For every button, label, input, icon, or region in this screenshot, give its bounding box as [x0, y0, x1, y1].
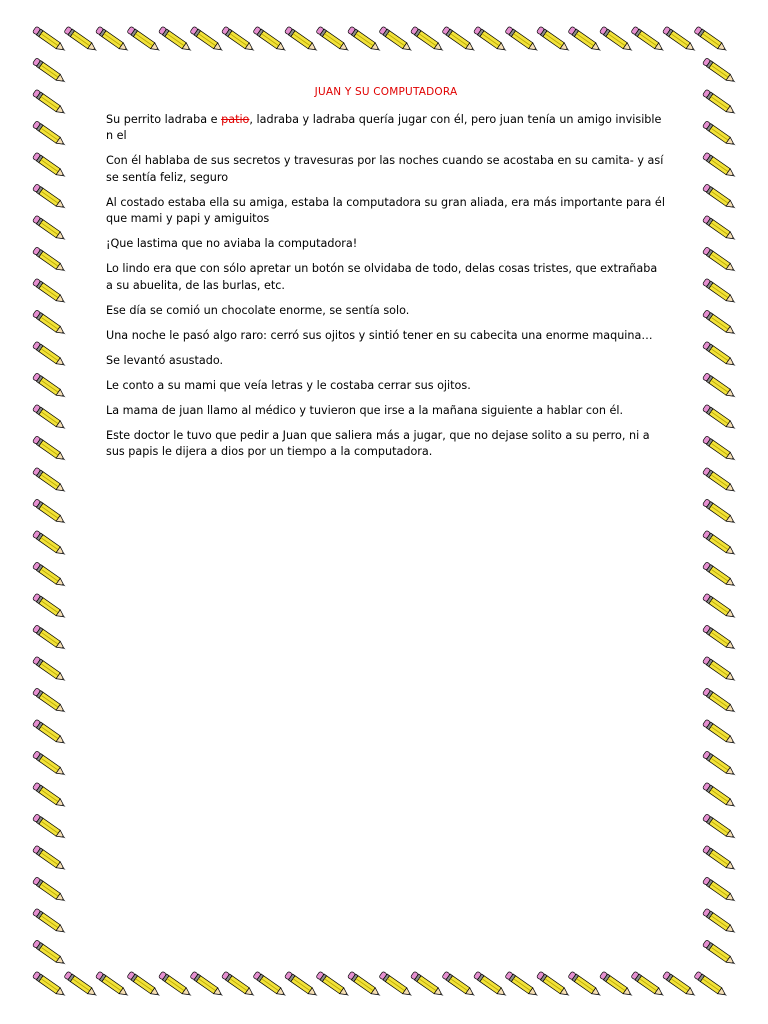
pencil-icon [64, 26, 99, 54]
pencil-icon [127, 971, 162, 999]
pencil-icon [702, 215, 737, 243]
paragraph-7: Una noche le pasó algo raro: cerró sus ojitos y sintió tener en su cabecita una enorme maquina… [106, 328, 653, 342]
pencil-icon [32, 58, 67, 86]
pencil-icon [702, 625, 737, 653]
document-body [106, 84, 666, 469]
pencil-icon [631, 26, 666, 54]
pencil-icon [32, 278, 67, 306]
paragraph-3: Al costado estaba ella su amiga, estaba la computadora su gran aliada, era más importante para él que mami y papi y amiguitos [106, 195, 665, 225]
pencil-icon [379, 26, 414, 54]
pencil-icon [505, 26, 540, 54]
pencil-icon [190, 26, 225, 54]
pencil-icon [32, 467, 67, 495]
pencil-icon [158, 971, 193, 999]
pencil-icon [32, 782, 67, 810]
pencil-icon [32, 121, 67, 149]
pencil-icon [702, 845, 737, 873]
pencil-icon [32, 908, 67, 936]
pencil-icon [127, 26, 162, 54]
pencil-icon [702, 436, 737, 464]
pencil-icon [702, 247, 737, 275]
pencil-icon [702, 814, 737, 842]
pencil-icon [442, 26, 477, 54]
struck-word: patio [221, 112, 250, 126]
pencil-icon [410, 26, 445, 54]
pencil-icon [284, 26, 319, 54]
pencil-icon [702, 940, 737, 968]
pencil-icon [702, 152, 737, 180]
pencil-icon [32, 436, 67, 464]
paragraph-9: Le conto a su mami que veía letras y le costaba cerrar sus ojitos. [106, 378, 471, 392]
pencil-icon [662, 971, 697, 999]
paragraph-1 [106, 112, 666, 145]
pencil-icon [32, 152, 67, 180]
pencil-icon [32, 814, 67, 842]
pencil-icon [473, 971, 508, 999]
pencil-icon [32, 593, 67, 621]
pencil-icon [221, 971, 256, 999]
pencil-icon [536, 26, 571, 54]
pencil-icon [221, 26, 256, 54]
pencil-icon [316, 971, 351, 999]
pencil-icon [32, 751, 67, 779]
pencil-icon [662, 26, 697, 54]
pencil-icon [694, 26, 729, 54]
pencil-icon [32, 940, 67, 968]
pencil-icon [64, 971, 99, 999]
pencil-icon [32, 341, 67, 369]
pencil-icon [702, 719, 737, 747]
pencil-icon [702, 530, 737, 558]
paragraph-4: ¡Que lastima que no aviaba la computadora! [106, 237, 358, 250]
pencil-icon [702, 467, 737, 495]
paragraph-8: Se levantó asustado. [106, 353, 224, 367]
pencil-icon [702, 877, 737, 905]
pencil-icon [347, 971, 382, 999]
pencil-icon [253, 26, 288, 54]
pencil-icon [702, 121, 737, 149]
pencil-icon [379, 971, 414, 999]
pencil-icon [158, 26, 193, 54]
pencil-icon [190, 971, 225, 999]
pencil-icon [32, 688, 67, 716]
pencil-icon [702, 58, 737, 86]
paragraph-6: Ese día se comió un chocolate enorme, se sentía solo. [106, 303, 410, 317]
pencil-icon [702, 593, 737, 621]
pencil-icon [599, 26, 634, 54]
pencil-icon [702, 656, 737, 684]
pencil-icon [702, 184, 737, 212]
pencil-icon [32, 89, 67, 117]
pencil-icon [32, 310, 67, 338]
document-title: JUAN Y SU COMPUTADORA [314, 86, 458, 98]
pencil-icon [32, 26, 67, 54]
pencil-icon [32, 530, 67, 558]
pencil-icon [702, 908, 737, 936]
paragraph-11: Este doctor le tuvo que pedir a Juan que saliera más a jugar, que no dejase solito a su perro, ni a sus papis le dijera a dios por un tiempo a la computadora. [106, 428, 650, 458]
pencil-icon [702, 782, 737, 810]
pencil-icon [702, 89, 737, 117]
pencil-icon [442, 971, 477, 999]
pencil-icon [32, 215, 67, 243]
pencil-icon [32, 499, 67, 527]
pencil-icon [284, 971, 319, 999]
pencil-icon [32, 845, 67, 873]
pencil-icon [32, 184, 67, 212]
pencil-icon [32, 877, 67, 905]
pencil-icon [694, 971, 729, 999]
pencil-icon [505, 971, 540, 999]
paragraph-1-end: , ladraba y ladraba quería jugar con él, pero juan tenía un amigo invisible n el [106, 112, 662, 142]
paragraph-1-start: Su perrito ladraba e [106, 112, 222, 126]
pencil-icon [347, 26, 382, 54]
pencil-icon [32, 373, 67, 401]
pencil-icon [631, 971, 666, 999]
pencil-icon [95, 26, 130, 54]
pencil-icon [473, 26, 508, 54]
pencil-icon [599, 971, 634, 999]
pencil-icon [702, 341, 737, 369]
pencil-icon [316, 26, 351, 54]
paragraph-5: Lo lindo era que con sólo apretar un botón se olvidaba de todo, delas cosas tristes, que extrañaba a su abuelita, de las burlas, etc. [106, 262, 658, 292]
pencil-icon [702, 373, 737, 401]
pencil-icon [702, 751, 737, 779]
pencil-icon [702, 688, 737, 716]
pencil-icon [702, 499, 737, 527]
pencil-icon [702, 278, 737, 306]
pencil-icon [32, 625, 67, 653]
pencil-icon [702, 404, 737, 432]
pencil-icon [568, 26, 603, 54]
pencil-icon [536, 971, 571, 999]
pencil-icon [32, 247, 67, 275]
pencil-icon [32, 404, 67, 432]
pencil-icon [32, 971, 67, 999]
pencil-icon [32, 562, 67, 590]
pencil-icon [32, 656, 67, 684]
pencil-icon [410, 971, 445, 999]
pencil-icon [702, 310, 737, 338]
paragraph-2: Con él hablaba de sus secretos y travesuras por las noches cuando se acostaba en su camita- y así se sentía feliz, seguro [106, 154, 664, 184]
pencil-icon [568, 971, 603, 999]
pencil-icon [95, 971, 130, 999]
pencil-icon [32, 719, 67, 747]
pencil-icon [253, 971, 288, 999]
pencil-icon [702, 562, 737, 590]
paragraph-10: La mama de juan llamo al médico y tuvieron que irse a la mañana siguiente a hablar con él. [106, 403, 624, 417]
